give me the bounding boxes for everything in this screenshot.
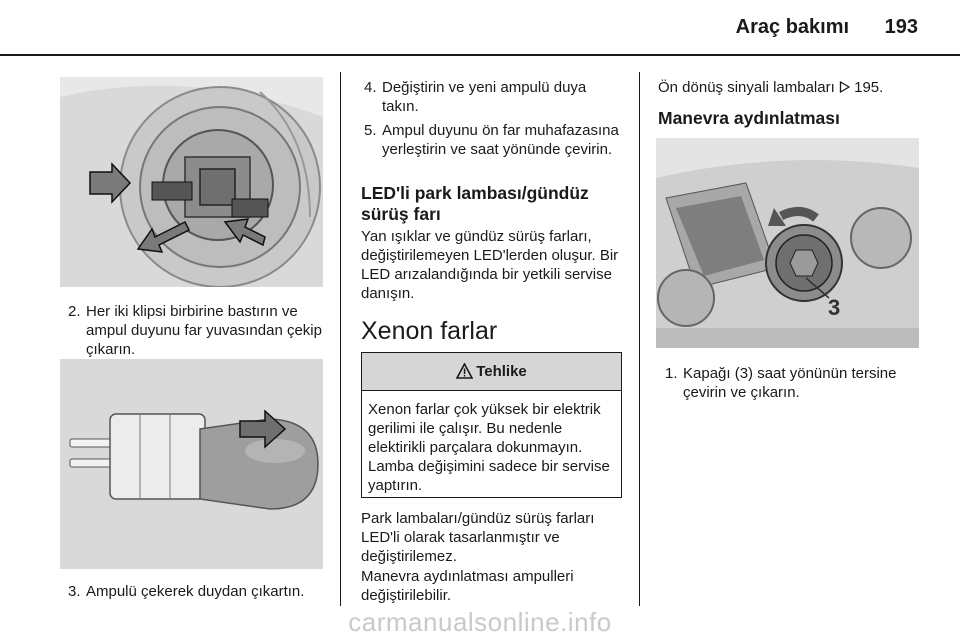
danger-title: Tehlike: [476, 363, 527, 380]
step-number: 5.: [364, 122, 377, 139]
led-paragraph: Yan ışıklar ve gündüz sürüş farları, değiştirilemeyen LED'lerden oluşur. Bir LED arızalandığında bir yetkili servise danışın.: [361, 228, 619, 302]
danger-box: [361, 352, 622, 498]
headlamp-clips-figure: [60, 77, 323, 287]
signal-text: Ön dönüş sinyali lambaları: [658, 79, 835, 96]
header-rule: [0, 54, 960, 56]
step-text: Kapağı (3) saat yönünün tersine çevirin ve çıkarın.: [683, 365, 897, 401]
step-4: [364, 78, 624, 116]
danger-header: [362, 353, 621, 391]
led-heading: LED'li park lambası/gündüz sürüş farı: [361, 183, 589, 224]
page-number: 193: [884, 16, 918, 38]
page-reference-triangle-icon: [839, 81, 850, 93]
step-3: [68, 582, 330, 601]
manevra-heading: Manevra aydınlatması: [658, 108, 840, 128]
column-divider-2: [639, 72, 640, 606]
step-text: Her iki klipsi birbirine bastırın ve ampul duyunu far yuvasından çekip çıkarın.: [86, 303, 322, 358]
danger-text: Xenon farlar çok yüksek bir elektrik gerilimi ile çalışır. Bu nedenle elektirikli parçalara dokunmayın. Lamba değişimini sadece bir servise yaptırın.: [368, 401, 610, 494]
column-divider-1: [340, 72, 341, 606]
step-5: [364, 121, 624, 159]
step-text: Ampul duyunu ön far muhafazasına yerleştirin ve saat yönünde çevirin.: [382, 122, 619, 158]
section-title: Araç bakımı: [735, 16, 850, 38]
watermark: carmanualsonline.info: [348, 607, 612, 637]
figure-callout-3: 3: [828, 295, 841, 320]
page-header: [736, 16, 918, 39]
step-2: [68, 302, 326, 359]
step-1: [665, 364, 927, 402]
step-number: 3.: [68, 583, 81, 600]
xenon-heading: Xenon farlar: [361, 317, 498, 345]
signal-reference: [658, 78, 928, 97]
step-number: 2.: [68, 303, 81, 320]
signal-page-ref[interactable]: 195.: [854, 79, 884, 96]
warning-triangle-icon: [456, 363, 473, 379]
manevra-paragraph: Manevra aydınlatması ampulleri değiştirilebilir.: [361, 568, 574, 604]
step-text: Ampulü çekerek duydan çıkartın.: [86, 583, 305, 600]
cornering-lamp-figure: [656, 138, 919, 348]
step-number: 4.: [364, 79, 377, 96]
bulb-removal-figure: [60, 359, 323, 569]
step-text: Değiştirin ve yeni ampulü duya takın.: [382, 79, 587, 115]
park-paragraph: Park lambaları/gündüz sürüş farları LED'li olarak tasarlanmıştır ve değiştirilemez.: [361, 510, 595, 565]
step-number: 1.: [665, 365, 678, 382]
